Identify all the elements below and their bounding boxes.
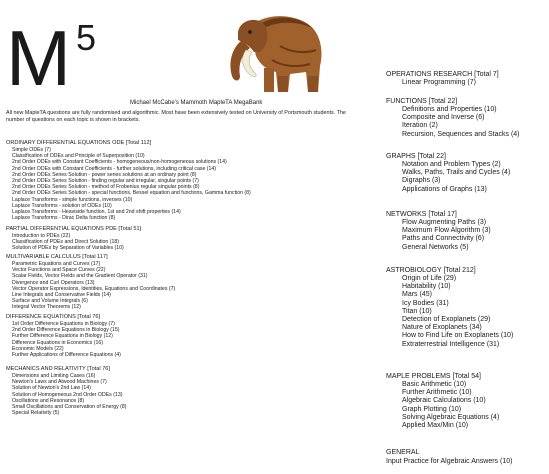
topic-item: Classification of PDEs and Direct Solution (18) [12,239,119,246]
topic-item: How to Find Life on Exoplanets (10) [402,332,514,340]
mammoth-illustration [220,6,332,98]
topic-item: Solving Algebraic Equations (4) [402,413,500,421]
topic-item: Recursion, Sequences and Stacks (4) [402,130,520,138]
topic-item: Line Integrals and Conservative Fields (14) [12,292,111,299]
topic-item: 2nd Order Difference Equations in Biology (15) [12,327,120,334]
topic-item: Vector Operator Expressions, Identities, Equations and Coordinates (7) [12,285,176,292]
topic-item: Notation and Problem Types (2) [402,161,501,168]
section-general [386,448,549,466]
topic-item: Laplace Transforms - Dirac Delta function (8) [12,215,116,222]
section-heading: MAPLE PROBLEMS [Total 54] [386,373,481,380]
section-operations-research [386,70,549,87]
section-heading: MECHANICS AND RELATIVITY [Total 76] [6,366,110,372]
topic-item: Applied Max/Min (10) [402,422,469,430]
logo-superscript: 5 [76,17,97,58]
section-maple-problems [386,372,549,430]
topic-item: Maximum Flow Algorithm (3) [402,227,491,235]
topic-item: Nature of Exoplanets (34) [402,324,482,332]
section-astrobiology [386,266,549,349]
topic-item: Walks, Paths, Trails and Cycles (4) [402,169,511,177]
topic-item: Origin of Life (29) [402,275,457,282]
topic-item: Laplace Transforms - Heaviside function, 1st and 2nd shift properties (14) [12,209,181,216]
topic-item: Dimensions and Limiting Cases (16) [12,373,96,379]
topic-item: 2nd Order ODEs Series Solution - power series solutions at an ordinary point (8) [12,171,197,178]
section-heading: NETWORKS [Total 17] [386,211,457,218]
topic-item: Classification of ODEs and Principle of Superposition (10) [12,153,145,160]
topic-item: Small Oscillations and Conservation of Energy (8) [12,404,127,411]
section-heading: ORDINARY DIFFERENTIAL EQUATIONS ODE [Total 112] [6,140,152,146]
logo-letter: M [6,14,71,102]
topic-item: Newton's Laws and Atwood Machines (7) [12,379,107,386]
topic-item: Graph Plotting (10) [402,405,462,413]
topic-item: Composite and Inverse (6) [402,114,485,122]
section-networks [386,210,549,252]
topic-item: Simple ODEs (7) [12,147,51,153]
section-multivariable-calculus [6,254,356,311]
section-heading: DIFFERENCE EQUATIONS [Total 76] [6,314,101,320]
topic-item: Laplace Transforms - simple functions, inverses (10) [12,196,133,203]
topic-item: Input Practice for Algebraic Answers (10) [386,458,513,465]
topic-item: Icy Bodies (31) [402,299,449,307]
m5-logo [6,14,156,102]
topic-item: Extraterrestrial Intelligence (31) [402,340,500,348]
section-heading: FUNCTIONS [Total 22] [386,98,458,105]
section-ode [6,140,356,221]
topic-item: Parametric Equations and Curves (17) [12,261,101,267]
section-heading: ASTROBIOLOGY [Total 212] [386,267,476,274]
section-heading: PARTIAL DIFFERENTIAL EQUATIONS PDE [Total 51] [6,226,142,232]
section-pde [6,226,356,252]
section-difference-equations [6,314,356,358]
topic-item: Digraphs (3) [402,177,441,185]
topic-item: Laplace Transforms - solution of ODEs (10) [12,202,112,209]
section-functions [386,97,549,139]
intro-text: All new MapleTA questions are fully randomised and algorithmic. Most have been extensively tested on University of Portsmouth students. The number of questions on each topic is shown in brackets. [6,110,346,123]
section-heading: GENERAL [386,449,420,456]
topic-item: Difference Equations in Economics (16) [12,339,104,346]
topic-item: Definitions and Properties (10) [402,106,497,113]
topic-item: Special Relativity (5) [12,410,60,417]
topic-item: Further Difference Equations in Biology (12) [12,333,113,340]
section-heading: GRAPHS [Total 22] [386,153,446,160]
topic-item: Habitability (10) [402,283,451,291]
topic-item: Surface and Volume Integrals (6) [12,298,88,305]
topic-item: 2nd Order ODEs with Constant Coefficients - further solutions, including critical case (14) [12,165,217,172]
topic-item: Scalar Fields, Vector Fields and the Gradient Operator (31) [12,273,148,280]
topic-item: Applications of Graphs (13) [402,185,487,193]
topic-item: Basic Arithmetic (10) [402,381,467,388]
topic-item: Algebraic Calculations (10) [402,397,486,405]
topic-item: Further Applications of Difference Equations (4) [12,352,121,359]
topic-item: Titan (10) [402,307,432,315]
section-mechanics-relativity [6,366,356,416]
topic-item: Paths and Connectivity (6) [402,235,485,243]
topic-item: Solution of Newton's 2nd Law (14) [12,385,91,392]
section-heading: OPERATIONS RESEARCH [Total 7] [386,71,499,78]
topic-item: Integral Vector Theorems (12) [12,304,81,311]
topic-item: Detection of Exoplanets (29) [402,316,491,324]
logo-caption: Michael McCabe's Mammoth MapleTA MegaBank [130,100,263,106]
topic-item: 2nd Order ODEs Series Solution - finding regular and irregular, singular points (7) [12,178,199,185]
section-heading: MULTIVARIABLE CALCULUS [Total 117] [6,254,108,260]
topic-item: Linear Programming (7) [402,79,476,86]
topic-item: Economic Models (22) [12,345,64,352]
topic-item: Further Arithmetic (10) [402,389,472,397]
topic-item: Iteration (2) [402,122,438,130]
topic-item: 2nd Order ODEs Series Solution - special functions, Bessel equation and functions, Gamma function (8) [12,190,251,197]
topic-item: Vector Functions and Space Curves (22) [12,267,106,274]
topic-item: General Networks (5) [402,243,469,251]
topic-item: Mars (45) [402,291,432,299]
topic-item: Solution of PDEs by Separation of Variables (10) [12,245,124,252]
section-graphs [386,152,549,194]
topic-item: 2nd Order ODEs Series Solution - method of Frobenius regular singular points (8) [12,184,200,191]
topic-item: Solution of Homogeneous 2nd Order ODEs (13) [12,391,123,398]
topic-item: Flow Augmenting Paths (3) [402,219,487,226]
topic-item: 2nd Order ODEs with Constant Coefficients - homogeneous/non-homogeneous solutions (14) [12,159,227,166]
topic-item: Divergence and Curl Operators (13) [12,279,95,286]
topic-item: Introduction to PDEs (22) [12,233,71,239]
topic-item: 1st Order Difference Equations in Biology (7) [12,321,115,327]
topic-item: Oscillations and Resonance (8) [12,397,85,404]
